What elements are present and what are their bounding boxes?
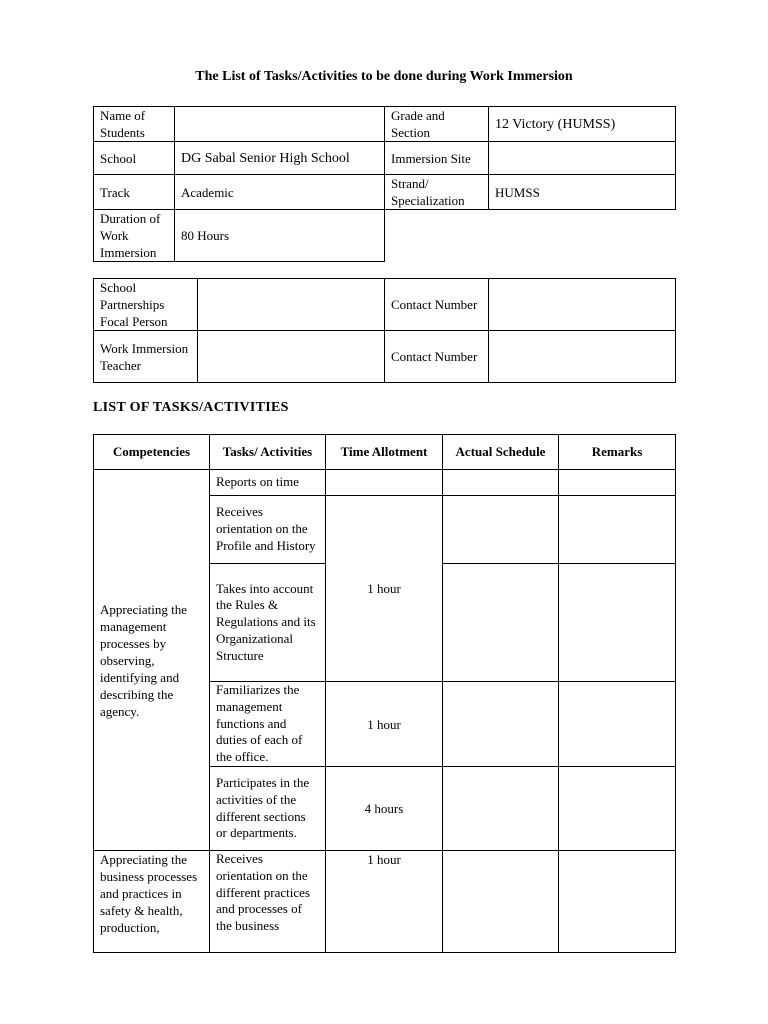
duration-label: Duration of Work Immersion xyxy=(94,210,175,262)
tasks-table xyxy=(93,434,676,953)
site-label: Immersion Site xyxy=(385,142,489,175)
schedule-cell xyxy=(443,851,559,953)
competency-cell: Appreciating the business processes and practices in safety & health, production, xyxy=(94,851,210,953)
header-time: Time Allotment xyxy=(326,435,443,470)
grade-value: 12 Victory (HUMSS) xyxy=(489,107,676,142)
header-schedule: Actual Schedule xyxy=(443,435,559,470)
task-cell: Receives orientation on the Profile and History xyxy=(210,496,326,564)
site-value xyxy=(489,142,676,175)
focal-person-label: School Partnerships Focal Person xyxy=(94,279,198,331)
time-cell: 4 hours xyxy=(326,767,443,851)
time-cell xyxy=(326,470,443,496)
duration-value: 80 Hours xyxy=(175,210,385,262)
name-value xyxy=(175,107,385,142)
contacts-table xyxy=(93,278,676,383)
time-cell: 1 hour xyxy=(326,496,443,682)
remarks-cell xyxy=(559,470,676,496)
time-cell: 1 hour xyxy=(326,851,443,953)
document-title: The List of Tasks/Activities to be done during Work Immersion xyxy=(195,69,573,84)
track-value: Academic xyxy=(175,175,385,210)
teacher-value xyxy=(198,331,385,383)
task-cell: Familiarizes the management functions and duties of each of the office. xyxy=(210,682,326,767)
time-cell: 1 hour xyxy=(326,682,443,767)
student-info-table xyxy=(93,106,676,262)
task-cell: Receives orientation on the different practices and processes of the business xyxy=(210,851,326,953)
remarks-cell xyxy=(559,851,676,953)
grade-label: Grade and Section xyxy=(385,107,489,142)
school-label: School xyxy=(94,142,175,175)
competency-cell: Appreciating the management processes by observing, identifying and describing the agency. xyxy=(94,470,210,851)
task-cell: Reports on time xyxy=(210,470,326,496)
strand-value: HUMSS xyxy=(489,175,676,210)
contact-number-label: Contact Number xyxy=(385,331,489,383)
schedule-cell xyxy=(443,496,559,564)
schedule-cell xyxy=(443,682,559,767)
name-label: Name of Students xyxy=(94,107,175,142)
header-remarks: Remarks xyxy=(559,435,676,470)
empty-area xyxy=(385,210,676,262)
schedule-cell xyxy=(443,767,559,851)
remarks-cell xyxy=(559,496,676,564)
strand-label: Strand/ Specialization xyxy=(385,175,489,210)
header-competencies: Competencies xyxy=(94,435,210,470)
contact-number-value xyxy=(489,279,676,331)
section-title: LIST OF TASKS/ACTIVITIES xyxy=(93,400,289,415)
remarks-cell xyxy=(559,564,676,682)
task-cell: Participates in the activities of the different sections or departments. xyxy=(210,767,326,851)
remarks-cell xyxy=(559,682,676,767)
track-label: Track xyxy=(94,175,175,210)
teacher-label: Work Immersion Teacher xyxy=(94,331,198,383)
contact-number-label: Contact Number xyxy=(385,279,489,331)
task-cell: Takes into account the Rules & Regulations and its Organizational Structure xyxy=(210,564,326,682)
focal-person-value xyxy=(198,279,385,331)
remarks-cell xyxy=(559,767,676,851)
contact-number-value xyxy=(489,331,676,383)
schedule-cell xyxy=(443,564,559,682)
school-value: DG Sabal Senior High School xyxy=(175,142,385,175)
schedule-cell xyxy=(443,470,559,496)
header-tasks: Tasks/ Activities xyxy=(210,435,326,470)
